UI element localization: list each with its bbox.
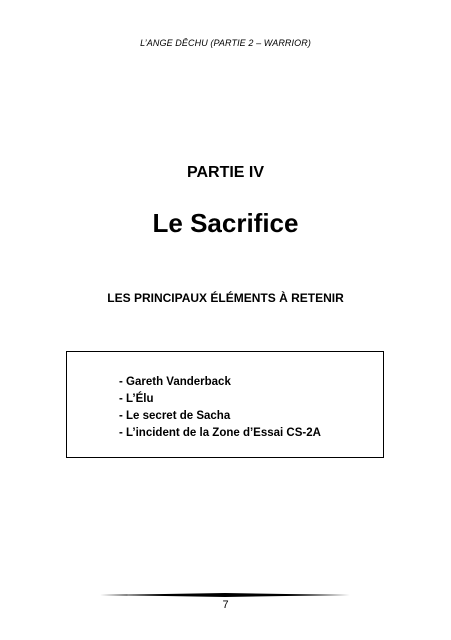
summary-item-gareth: - Gareth Vanderback [119,376,231,388]
page-number: 7 [222,599,229,611]
part-title: Le Sacrifice [152,208,299,238]
summary-box [66,351,384,458]
running-header: L’ANGE DÊCHU (PARTIE 2 – WARRIOR) [140,38,311,48]
summary-item-incident: - L’incident de la Zone d’Essai CS-2A [119,427,321,439]
section-heading: LES PRINCIPAUX ÉLÉMENTS À RETENIR [107,291,344,305]
part-label: PARTIE IV [186,164,265,181]
summary-item-secret: - Le secret de Sacha [119,410,231,422]
summary-list [119,374,321,442]
summary-item-elu: - L’Élu [119,393,154,405]
footer-rule [100,593,350,597]
